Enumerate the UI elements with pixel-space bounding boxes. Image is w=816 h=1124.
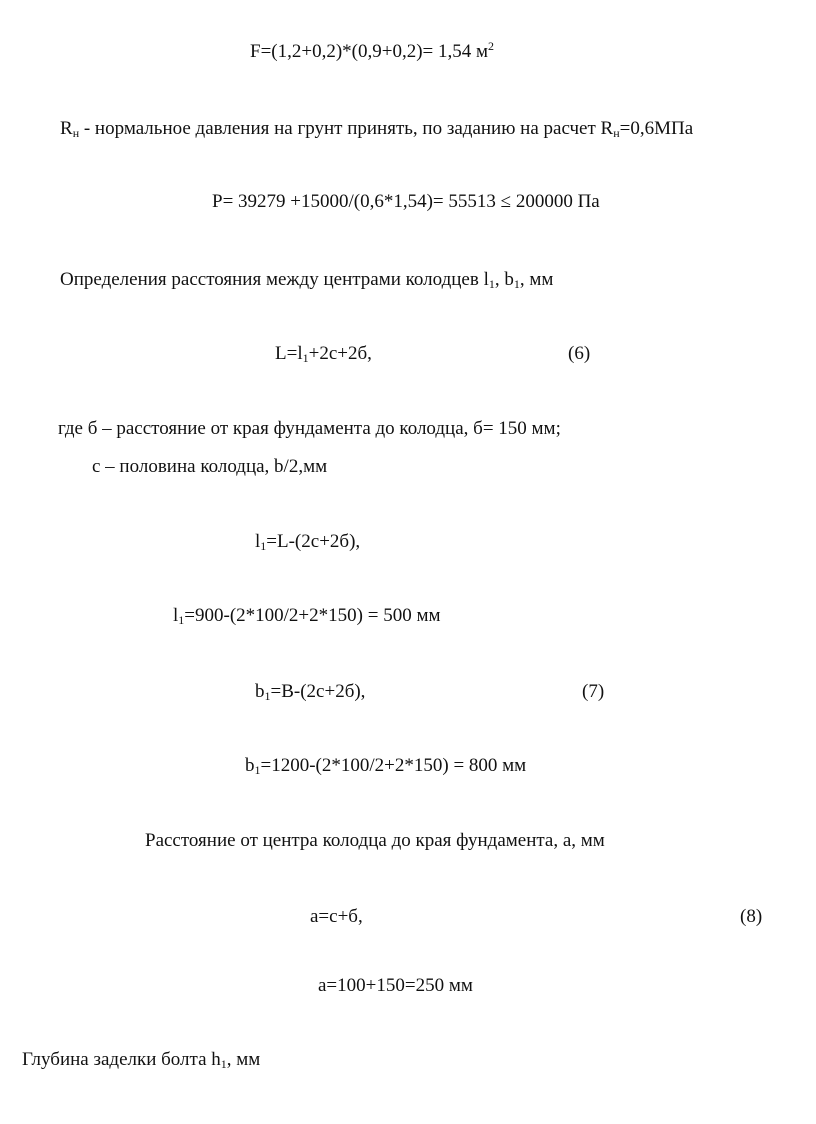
where-c-definition: с – половина колодца, b/2,мм — [92, 456, 328, 477]
h1-subscript: 1 — [220, 1057, 227, 1071]
area-formula-text: F=(1,2+0,2)*(0,9+0,2)= 1,54 м — [250, 41, 489, 62]
eq7-sub: 1 — [264, 689, 271, 703]
l1-calc-sub: 1 — [178, 613, 185, 627]
l1-subscript: 1 — [488, 277, 495, 291]
l1-calc-a: l — [173, 605, 179, 626]
eq6-sub: 1 — [302, 351, 309, 365]
eq7-number: (7) — [582, 681, 605, 702]
a-calc: а=100+150=250 мм — [318, 975, 473, 996]
eq8-formula: а=с+б, — [310, 906, 363, 927]
l1-formula-a: l — [255, 531, 261, 552]
rn-symbol: R — [60, 118, 73, 139]
eq6-formula — [275, 342, 372, 366]
where-b-definition: где б – расстояние от края фундамента до колодца, б= 150 мм; — [58, 418, 561, 439]
eq7-b: =B-(2с+2б), — [270, 681, 366, 702]
bolt-depth-heading — [22, 1048, 260, 1072]
distance-heading-text: Определения расстояния между центрами колодцев l — [60, 269, 489, 290]
bolt-depth-unit: , мм — [226, 1049, 261, 1070]
b1-calc — [245, 754, 526, 778]
l1-formula-b: =L-(2с+2б), — [266, 531, 361, 552]
rn-subscript-2: н — [613, 126, 620, 140]
eq6-b: +2с+2б, — [308, 343, 372, 364]
area-formula — [250, 40, 494, 64]
rn-value: =0,6МПа — [619, 118, 694, 139]
bolt-depth-text: Глубина заделки болта h — [22, 1049, 221, 1070]
eq7-a: b — [255, 681, 265, 702]
distance-heading-b: , b — [494, 269, 514, 290]
l1-formula-sub: 1 — [260, 539, 267, 553]
b1-calc-sub: 1 — [254, 763, 261, 777]
b1-calc-a: b — [245, 755, 255, 776]
edge-distance-heading: Расстояние от центра колодца до края фундамента, а, мм — [145, 830, 605, 851]
distance-heading — [60, 268, 553, 292]
area-formula-sup: 2 — [488, 39, 495, 53]
eq6-a: L=l — [275, 343, 303, 364]
eq6-number: (6) — [568, 343, 591, 364]
rn-definition — [60, 117, 693, 141]
l1-calc-b: =900-(2*100/2+2*150) = 500 мм — [184, 605, 441, 626]
rn-subscript: н — [72, 126, 80, 140]
pressure-calc: P= 39279 +15000/(0,6*1,54)= 55513 ≤ 200000 Па — [212, 191, 600, 212]
rn-symbol-2: R — [600, 118, 614, 139]
l1-formula — [255, 530, 360, 554]
eq8-number: (8) — [740, 906, 763, 927]
rn-definition-text: - нормальное давления на грунт принять, по заданию на расчет — [79, 118, 601, 139]
l1-calc — [173, 604, 440, 628]
distance-heading-unit: , мм — [519, 269, 554, 290]
eq7-formula — [255, 680, 365, 704]
b1-calc-b: =1200-(2*100/2+2*150) = 800 мм — [260, 755, 527, 776]
b1-subscript: 1 — [513, 277, 520, 291]
